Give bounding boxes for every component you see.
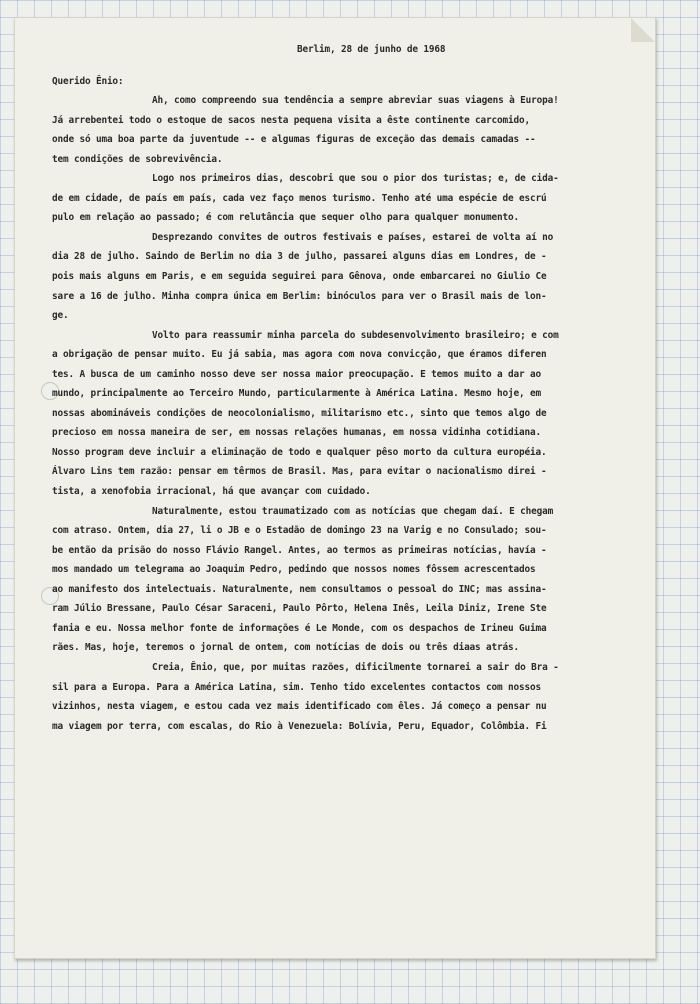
text-line: ge. [52,310,69,322]
text-line: de em cidade, de país em país, cada vez faço menos turismo. Tenho até uma espécie de escrú [52,192,547,204]
text-line: Volto para reassumir minha parcela do subdesenvolvimento brasileiro; e com [152,329,559,341]
text-line: tem condições de sobrevivência. [52,153,223,165]
text-line: Já arrebentei todo o estoque de sacos nesta pequena visita a êste continente carcomido, [52,114,530,126]
text-line: ram Júlio Bressane, Paulo César Saraceni, Paulo Pôrto, Helena Inês, Leila Diniz, Irene Ste [52,603,547,615]
text-line: ao manifesto dos intelectuais. Naturalmente, nem consultamos o pessoal do INC; mas assina- [52,583,547,595]
text-line: Ah, como compreendo sua tendência a sempre abreviar suas viagens à Europa! [152,95,559,107]
text-line: Nosso program deve incluir a eliminação de todo e qualquer pêso morto da cultura européia. [52,446,547,458]
text-line: be então da prisão do nosso Flávio Rangel. Antes, ao termos as primeiras notícias, havía - [52,544,547,556]
text-line: fania e eu. Nossa melhor fonte de informações é Le Monde, com os despachos de Irineu Guima [52,622,547,634]
text-line: onde só uma boa parte da juventude -- e algumas figuras de exceção das demais camadas -- [52,134,536,146]
salutation: Querido Ênio: [52,75,124,87]
text-line: pois mais alguns em Paris, e em seguida seguirei para Gênova, onde embarcarei no Giulio Ce [52,271,547,283]
text-line: precioso em nossa maneira de ser, em nossas relações humanas, em nossa vidinha cotidiana. [52,427,541,439]
text-line: mos mandado um telegrama ao Joaquim Pedro, pedindo que nossos nomes fôssem acrescentados [52,564,536,576]
text-line: nossas abomináveis condições de neocolonialismo, militarismo etc., sinto que temos algo de [52,407,547,419]
text-line: sil para a Europa. Para a América Latina, sim. Tenho tido excelentes contactos com nossos [52,681,541,693]
text-line: Desprezando convites de outros festivais e países, estarei de volta aí no [152,231,554,243]
text-line: vizinhos, nesta viagem, e estou cada vez mais identificado com êles. Já começo a pensar nu [52,701,547,713]
text-line: sare a 16 de julho. Minha compra única em Berlim: binóculos para ver o Brasil mais de lon- [52,290,547,302]
text-line: Naturalmente, estou traumatizado com as notícias que chegam daí. E chegam [152,505,554,517]
letter-body [52,40,612,736]
text-line: com atraso. Ontem, dia 27, li o JB e o Estadão de domingo 23 na Varig e no Consulado; sou- [52,525,547,537]
text-line: dia 28 de julho. Saindo de Berlim no dia 3 de julho, passarei alguns dias em Londres, de - [52,251,547,263]
text-line: a obrigação de pensar muito. Eu já sabia, mas agora com nova convicção, que éramos diferen [52,349,547,361]
text-line: tes. A busca de um caminho nosso deve ser nossa maior preocupação. E temos muito a dar ao [52,368,541,380]
text-line: rães. Mas, hoje, teremos o jornal de ontem, com notícias de dois ou três diaas atrás. [52,642,520,654]
letter-date: Berlim, 28 de junho de 1968 [297,44,446,55]
page-corner [631,18,655,42]
text-line: Creia, Ênio, que, por muitas razões, dificilmente tornarei a sair do Bra - [152,661,559,673]
text-line: Álvaro Lins tem razão: pensar em têrmos de Brasil. Mas, para evitar o nacionalismo direi - [52,466,547,478]
text-line: ma viagem por terra, com escalas, do Rio à Venezuela: Bolívia, Peru, Equador, Colômbia. Fi [52,720,547,732]
text-line: pulo em relação ao passado; é com relutância que sequer olho para qualquer monumento. [52,212,520,224]
text-line: tista, a xenofobia irracional, há que avançar com cuidado. [52,486,371,498]
text-line: Logo nos primeiros dias, descobri que sou o pior dos turistas; e, de cida- [152,173,559,185]
text-line: mundo, principalmente ao Terceiro Mundo, particularmente à América Latina. Mesmo hoje, em [52,388,541,400]
